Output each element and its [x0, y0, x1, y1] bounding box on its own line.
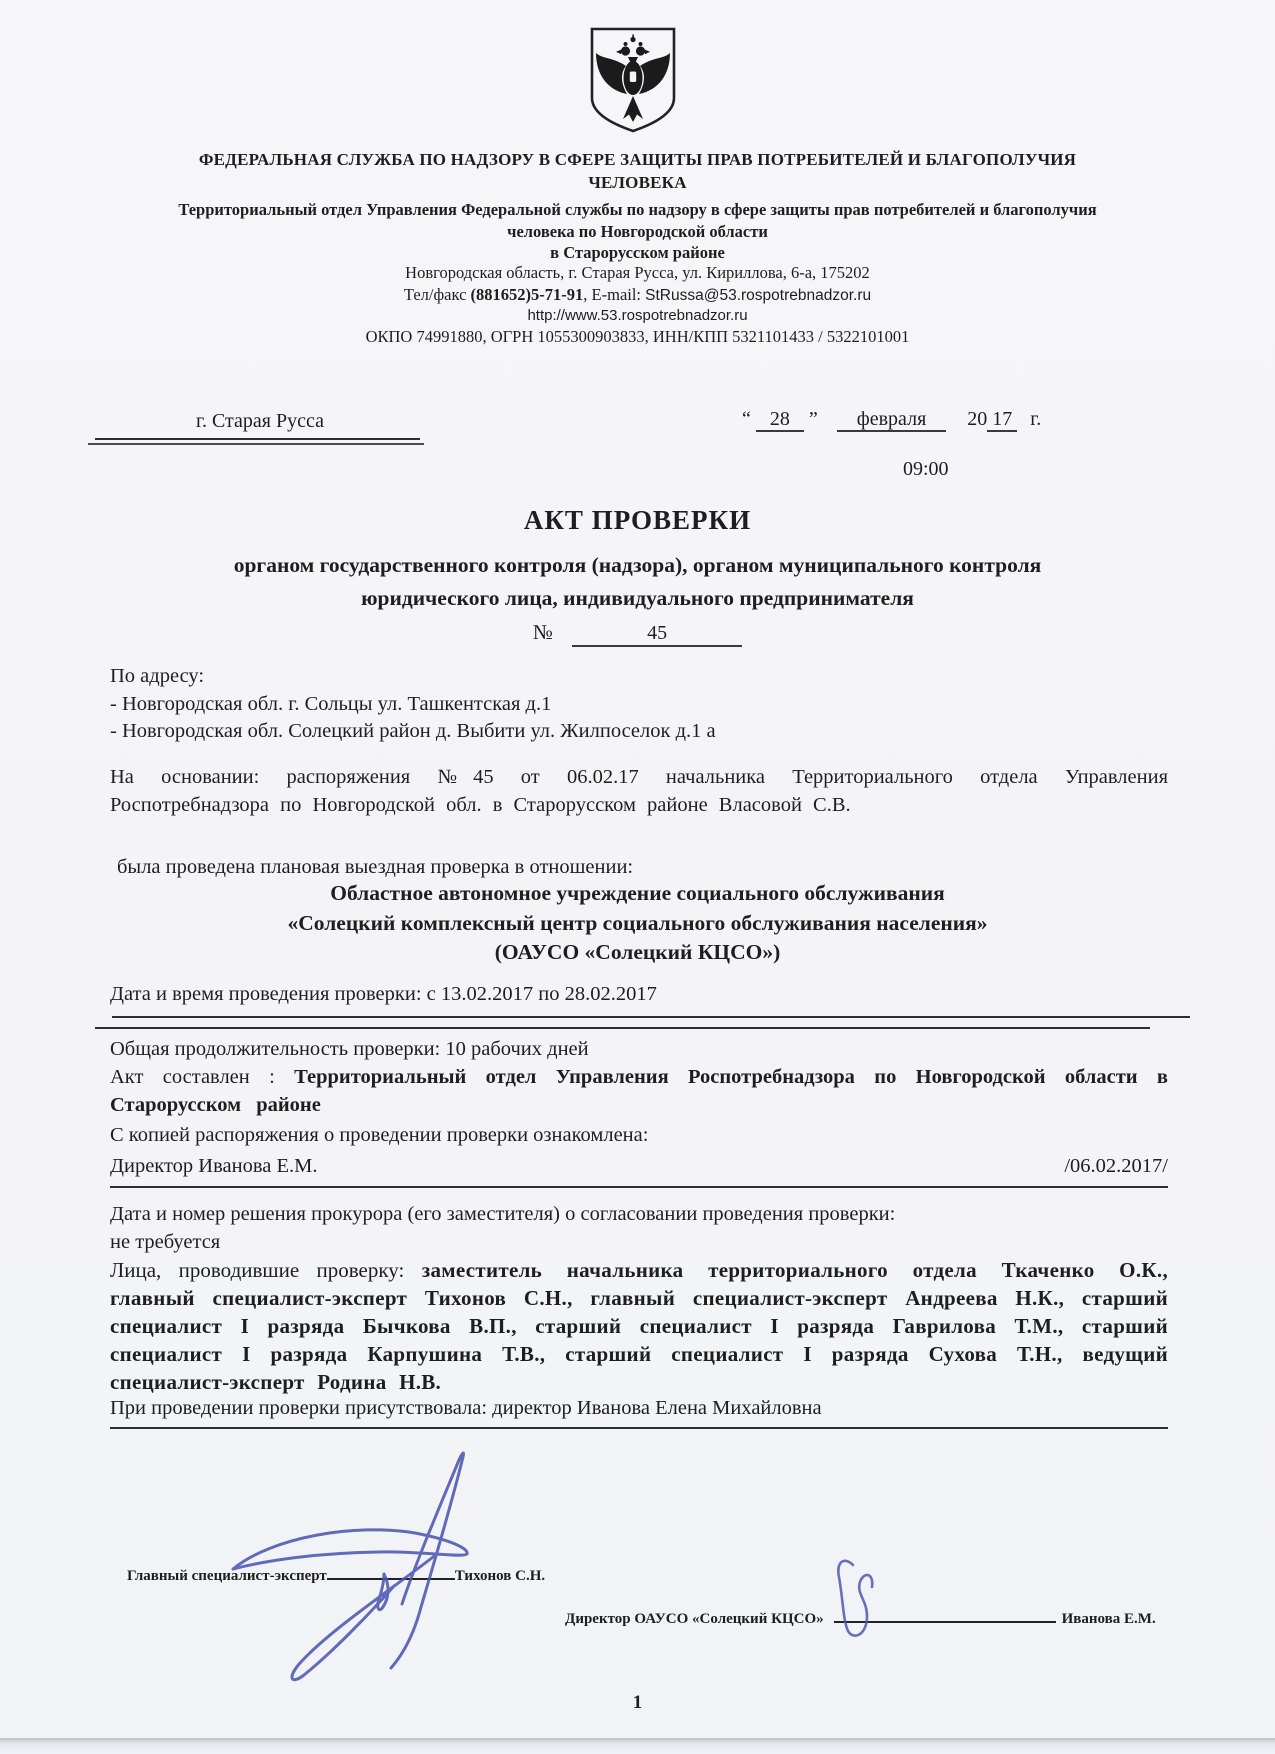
document-subtitle-2: юридического лица, индивидуального предпринимателя — [361, 586, 914, 610]
department-line1: Территориальный отдел Управления Федеральной службы по надзору в сфере защиты прав потребителей и благополучия — [178, 200, 1097, 219]
date-month: февраля — [837, 408, 947, 432]
director-acknowledgement-row — [110, 1152, 1168, 1188]
inspectors-list: заместитель начальника территориального отдела Ткаченко О.К., главный специалист-эксперт Тихонов С.Н., главный специалист-эксперт Андреева Н.К., старший специалист I разряда Бычкова В.П., старший специалист I разряда Гаврилова Т.М., старший специалист I разряда Карпушина Т.В., старший специалист I разряда Сухова Т.Н., ведущий специалист-эксперт Родина Н.В. — [110, 1258, 1168, 1394]
document-subtitle-1: органом государственного контроля (надзора), органом муниципального контроля — [233, 553, 1042, 577]
prosecutor-line: Дата и номер решения прокурора (его заместителя) о согласовании проведения проверки: — [110, 1203, 896, 1225]
act-made-by-paragraph — [110, 1063, 1168, 1119]
act-number-label: № — [532, 620, 553, 644]
right-signature-row — [565, 1606, 1156, 1628]
right-signer-name: Иванова Е.М. — [1061, 1611, 1156, 1627]
director-name: Директор Иванова Е.М. — [110, 1155, 318, 1177]
phone-number: (881652)5-71-91 — [470, 285, 584, 304]
document-title: АКТ ПРОВЕРКИ — [523, 505, 752, 535]
inspection-duration: Общая продолжительность проверки: 10 рабочих дней — [110, 1038, 589, 1060]
place-underline — [95, 438, 420, 440]
place-of-issue: г. Старая Русса — [196, 410, 324, 432]
contact-line — [0, 285, 1275, 305]
copy-acknowledged-line: С копией распоряжения о проведении проверки ознакомлена: — [110, 1124, 649, 1146]
act-number-value: 45 — [572, 622, 742, 647]
inspected-org-line3: (ОАУСО «Солецкий КЦСО») — [494, 940, 781, 964]
quote-close: ” — [808, 408, 818, 430]
prosecutor-answer: не требуется — [110, 1231, 221, 1253]
left-signature-row — [127, 1563, 545, 1585]
basis-paragraph: На основании: распоряжения №45 от 06.02.17 начальника Территориального отдела Управления Роспотребнадзора по Новгородской обл. в Старорусском районе Власовой С.В. — [110, 766, 1168, 816]
act-number-row — [0, 620, 1275, 647]
date-day: 28 — [756, 408, 804, 432]
scan-bottom-edge — [0, 1738, 1275, 1754]
address-line-1: - Новгородская обл. г. Сольцы ул. Ташкентская д.1 — [110, 693, 552, 715]
section-divider-2 — [95, 1027, 1150, 1029]
inspectors-label: Лица, проводившие проверку: — [110, 1258, 422, 1282]
quote-open: “ — [742, 408, 751, 430]
place-underline-2 — [88, 443, 424, 445]
inspection-time: 09:00 — [903, 458, 949, 480]
department-line2: человека по Новгородской области — [507, 222, 768, 241]
service-name-line2: ЧЕЛОВЕКА — [588, 173, 687, 192]
inspectors-paragraph — [110, 1256, 1168, 1396]
russian-coat-of-arms-icon — [588, 26, 678, 134]
department-line3: в Старорусском районе — [550, 243, 725, 262]
document-date — [742, 408, 1041, 431]
act-made-by: Территориальный отдел Управления Роспотребнадзора по Новгородской области в Старорусском районе — [110, 1066, 1169, 1116]
date-century: 20 — [967, 408, 988, 430]
inspection-intro: была проведена плановая выездная проверка в отношении: — [117, 856, 634, 878]
section-divider-1 — [112, 1016, 1190, 1018]
registration-codes: ОКПО 74991880, ОГРН 1055300903833, ИНН/КПП 5321101433 / 5322101001 — [365, 327, 910, 346]
inspected-org-line1: Областное автономное учреждение социального обслуживания — [330, 881, 945, 905]
act-made-label: Акт составлен : — [110, 1066, 295, 1088]
left-signature-line — [327, 1563, 455, 1580]
right-signer-role: Директор ОАУСО «Солецкий КЦСО» — [565, 1611, 824, 1627]
phone-label: Тел/факс — [403, 285, 471, 304]
left-signer-name: Тихонов С.Н. — [454, 1568, 546, 1584]
date-year: 17 — [987, 408, 1017, 432]
website-url: http://www.53.rospotrebnadzor.ru — [527, 307, 748, 324]
inspected-org-line2: «Солецкий комплексный центр социального обслуживания населения» — [287, 911, 988, 935]
acknowledgement-date: /06.02.2017/ — [1064, 1155, 1168, 1177]
address-label: По адресу: — [110, 665, 205, 687]
service-name-line1: ФЕДЕРАЛЬНАЯ СЛУЖБА ПО НАДЗОРУ В СФЕРЕ ЗАЩИТЫ ПРАВ ПОТРЕБИТЕЛЕЙ И БЛАГОПОЛУЧИЯ — [198, 150, 1077, 169]
presence-line: При проведении проверки присутствовала: директор Иванова Елена Михайловна — [110, 1394, 1168, 1429]
left-signer-role: Главный специалист-эксперт — [127, 1568, 327, 1584]
address-line-2: - Новгородская обл. Солецкий район д. Выбити ул. Жилпоселок д.1 а — [110, 720, 716, 742]
email-label: , E-mail: — [583, 285, 646, 304]
date-era: г. — [1030, 408, 1042, 430]
inspection-period: Дата и время проведения проверки: с 13.02.2017 по 28.02.2017 — [110, 983, 657, 1005]
postal-address: Новгородская область, г. Старая Русса, ул. Кириллова, 6-а, 175202 — [405, 263, 870, 282]
page-number: 1 — [632, 1692, 643, 1713]
email-address: StRussa@53.rospotrebnadzor.ru — [645, 287, 872, 304]
right-signature-line — [834, 1606, 1056, 1623]
